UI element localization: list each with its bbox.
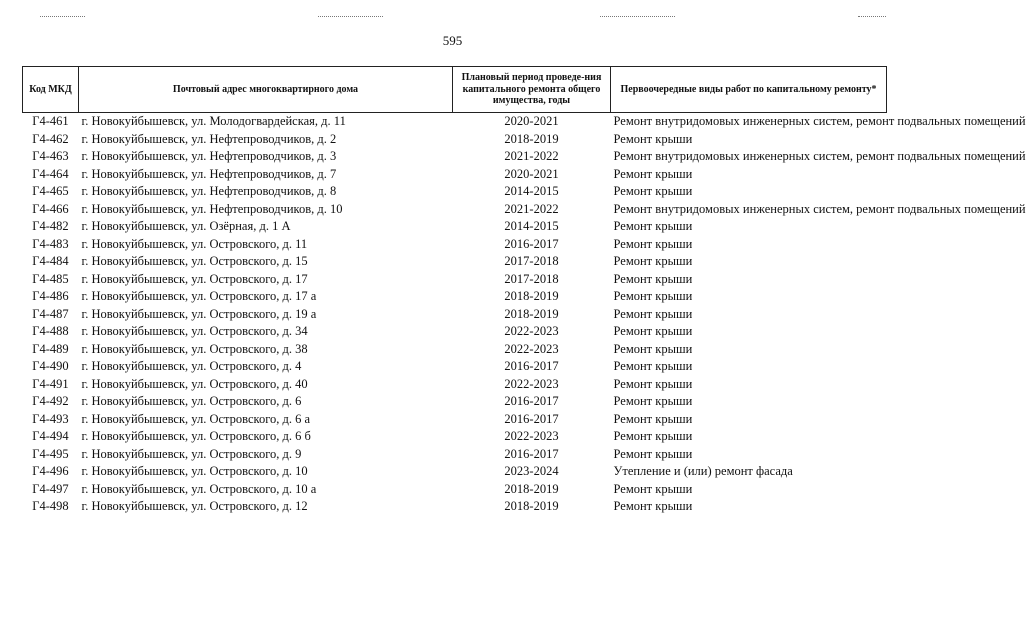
cell-planned-period: 2018-2019 bbox=[504, 289, 559, 303]
cell-postal-address: г. Новокуйбышевск, ул. Островского, д. 40 bbox=[81, 376, 308, 391]
cell-priority-works: Ремонт крыши bbox=[613, 481, 693, 496]
cell-priority-works: Ремонт крыши bbox=[613, 184, 693, 198]
cell-building-code: Г4-493 bbox=[32, 411, 69, 426]
table-row bbox=[23, 323, 887, 341]
table-row bbox=[23, 376, 887, 394]
cell-postal-address: г. Новокуйбышевск, ул. Нефтепроводчиков, д. 7 bbox=[81, 166, 337, 181]
cell-postal-address: г. Новокуйбышевск, ул. Молодогвардейская, д. 11 bbox=[81, 114, 346, 128]
table-row bbox=[23, 358, 887, 376]
cell-postal-address: г. Новокуйбышевск, ул. Островского, д. 34 bbox=[81, 324, 308, 338]
cell-building-code: Г4-482 bbox=[32, 219, 69, 233]
cell-postal-address: г. Новокуйбышевск, ул. Островского, д. 6 bbox=[81, 394, 302, 408]
cell-priority-works: Ремонт крыши bbox=[613, 324, 693, 338]
cell-postal-address: г. Новокуйбышевск, ул. Островского, д. 19 а bbox=[81, 306, 317, 321]
cell-postal-address: г. Новокуйбышевск, ул. Островского, д. 6 б bbox=[81, 429, 311, 443]
cell-planned-period: 2021-2022 bbox=[504, 201, 559, 216]
cell-priority-works: Ремонт крыши bbox=[613, 376, 693, 391]
cell-postal-address: г. Новокуйбышевск, ул. Нефтепроводчиков, д. 8 bbox=[81, 184, 337, 198]
table-row bbox=[23, 201, 887, 219]
table-row bbox=[23, 183, 887, 201]
cell-building-code: Г4-494 bbox=[32, 429, 69, 443]
cell-priority-works: Ремонт крыши bbox=[613, 166, 693, 181]
cell-planned-period: 2018-2019 bbox=[504, 306, 559, 321]
cell-building-code: Г4-488 bbox=[32, 324, 69, 338]
cell-building-code: Г4-466 bbox=[32, 201, 69, 216]
cell-postal-address: г. Новокуйбышевск, ул. Нефтепроводчиков, д. 10 bbox=[81, 201, 343, 216]
cell-postal-address: г. Новокуйбышевск, ул. Островского, д. 6 а bbox=[81, 411, 311, 426]
cell-priority-works: Ремонт крыши bbox=[613, 341, 693, 356]
cell-priority-works: Ремонт крыши bbox=[613, 271, 693, 286]
cell-priority-works: Ремонт крыши bbox=[613, 394, 693, 408]
table-row bbox=[23, 271, 887, 289]
header-building-code: Код МКД bbox=[23, 67, 79, 113]
cell-postal-address: г. Новокуйбышевск, ул. Островского, д. 11 bbox=[81, 236, 308, 251]
cell-priority-works: Ремонт крыши bbox=[613, 254, 693, 268]
table-row bbox=[23, 288, 887, 306]
scan-edge-mark bbox=[858, 16, 886, 17]
table-row bbox=[23, 148, 887, 166]
cell-priority-works: Ремонт крыши bbox=[613, 131, 693, 146]
scan-edge-mark bbox=[318, 16, 383, 17]
cell-postal-address: г. Новокуйбышевск, ул. Островского, д. 17 а bbox=[81, 289, 317, 303]
table-row bbox=[23, 218, 887, 236]
table-row bbox=[23, 463, 887, 481]
cell-planned-period: 2022-2023 bbox=[504, 341, 559, 356]
cell-planned-period: 2020-2021 bbox=[504, 166, 559, 181]
table-row bbox=[23, 236, 887, 254]
table-header-row bbox=[23, 67, 887, 113]
cell-postal-address: г. Новокуйбышевск, ул. Островского, д. 10 bbox=[81, 464, 308, 478]
cell-priority-works: Ремонт внутридомовых инженерных систем, ремонт подвальных помещений bbox=[613, 149, 1026, 163]
cell-planned-period: 2016-2017 bbox=[504, 359, 559, 373]
cell-planned-period: 2016-2017 bbox=[504, 446, 559, 461]
table-row bbox=[23, 113, 887, 131]
cell-planned-period: 2016-2017 bbox=[504, 394, 559, 408]
cell-building-code: Г4-483 bbox=[32, 236, 69, 251]
scan-edge-mark bbox=[40, 16, 85, 17]
cell-priority-works: Ремонт крыши bbox=[613, 219, 693, 233]
cell-planned-period: 2016-2017 bbox=[504, 236, 559, 251]
cell-building-code: Г4-462 bbox=[32, 131, 69, 146]
cell-planned-period: 2022-2023 bbox=[504, 429, 559, 443]
cell-building-code: Г4-464 bbox=[32, 166, 69, 181]
cell-planned-period: 2022-2023 bbox=[504, 376, 559, 391]
scan-edge-mark bbox=[600, 16, 675, 17]
table-row bbox=[23, 341, 887, 359]
cell-building-code: Г4-497 bbox=[32, 481, 69, 496]
cell-building-code: Г4-465 bbox=[32, 184, 69, 198]
cell-postal-address: г. Новокуйбышевск, ул. Островского, д. 4 bbox=[81, 359, 302, 373]
cell-priority-works: Ремонт крыши bbox=[613, 289, 693, 303]
cell-building-code: Г4-463 bbox=[32, 149, 69, 163]
cell-building-code: Г4-491 bbox=[32, 376, 69, 391]
cell-building-code: Г4-492 bbox=[32, 394, 69, 408]
cell-building-code: Г4-489 bbox=[32, 341, 69, 356]
cell-building-code: Г4-487 bbox=[32, 306, 69, 321]
cell-planned-period: 2022-2023 bbox=[504, 324, 559, 338]
cell-planned-period: 2023-2024 bbox=[504, 464, 559, 478]
cell-postal-address: г. Новокуйбышевск, ул. Островского, д. 12 bbox=[81, 499, 308, 513]
cell-priority-works: Ремонт крыши bbox=[613, 429, 693, 443]
cell-postal-address: г. Новокуйбышевск, ул. Островского, д. 38 bbox=[81, 341, 308, 356]
cell-planned-period: 2018-2019 bbox=[504, 131, 559, 146]
cell-building-code: Г4-495 bbox=[32, 446, 69, 461]
cell-postal-address: г. Новокуйбышевск, ул. Островского, д. 9 bbox=[81, 446, 302, 461]
cell-planned-period: 2017-2018 bbox=[504, 254, 559, 268]
table-row bbox=[23, 428, 887, 446]
table-row bbox=[23, 166, 887, 184]
table-row bbox=[23, 446, 887, 464]
cell-planned-period: 2017-2018 bbox=[504, 271, 559, 286]
cell-priority-works: Ремонт внутридомовых инженерных систем, ремонт подвальных помещений bbox=[613, 201, 1026, 216]
cell-priority-works: Ремонт крыши bbox=[613, 446, 693, 461]
table-body bbox=[23, 113, 1026, 516]
cell-building-code: Г4-486 bbox=[32, 289, 69, 303]
cell-planned-period: 2014-2015 bbox=[504, 184, 559, 198]
cell-planned-period: 2021-2022 bbox=[504, 149, 559, 163]
table-row bbox=[23, 306, 887, 324]
cell-postal-address: г. Новокуйбышевск, ул. Островского, д. 10 а bbox=[81, 481, 317, 496]
table-row bbox=[23, 253, 887, 271]
repair-schedule-table bbox=[22, 66, 1026, 516]
cell-planned-period: 2014-2015 bbox=[504, 219, 559, 233]
cell-planned-period: 2020-2021 bbox=[504, 114, 559, 128]
cell-building-code: Г4-490 bbox=[32, 359, 69, 373]
cell-planned-period: 2016-2017 bbox=[504, 411, 559, 426]
cell-postal-address: г. Новокуйбышевск, ул. Нефтепроводчиков, д. 3 bbox=[81, 149, 337, 163]
cell-building-code: Г4-498 bbox=[32, 499, 69, 513]
header-priority-works: Первоочередные виды работ по капитальному ремонту* bbox=[611, 67, 887, 113]
table-row bbox=[23, 393, 887, 411]
cell-planned-period: 2018-2019 bbox=[504, 499, 559, 513]
cell-priority-works: Ремонт крыши bbox=[613, 236, 693, 251]
page-number: 595 bbox=[442, 33, 463, 48]
header-planned-period: Плановый период проведе-ния капитального ремонта общего имущества, годы bbox=[453, 67, 611, 113]
cell-priority-works: Ремонт крыши bbox=[613, 359, 693, 373]
table-row bbox=[23, 411, 887, 429]
cell-building-code: Г4-485 bbox=[32, 271, 69, 286]
cell-priority-works: Ремонт крыши bbox=[613, 306, 693, 321]
cell-planned-period: 2018-2019 bbox=[504, 481, 559, 496]
cell-postal-address: г. Новокуйбышевск, ул. Озёрная, д. 1 А bbox=[81, 219, 291, 233]
cell-priority-works: Ремонт внутридомовых инженерных систем, ремонт подвальных помещений bbox=[613, 114, 1026, 128]
cell-priority-works: Ремонт крыши bbox=[613, 499, 693, 513]
cell-building-code: Г4-461 bbox=[32, 114, 69, 128]
cell-postal-address: г. Новокуйбышевск, ул. Островского, д. 15 bbox=[81, 254, 308, 268]
cell-priority-works: Утепление и (или) ремонт фасада bbox=[613, 464, 793, 478]
cell-building-code: Г4-496 bbox=[32, 464, 69, 478]
cell-postal-address: г. Новокуйбышевск, ул. Нефтепроводчиков, д. 2 bbox=[81, 131, 337, 146]
header-postal-address: Почтовый адрес многоквартирного дома bbox=[79, 67, 453, 113]
table-row bbox=[23, 481, 887, 499]
table-row bbox=[23, 131, 887, 149]
cell-building-code: Г4-484 bbox=[32, 254, 69, 268]
cell-priority-works: Ремонт крыши bbox=[613, 411, 693, 426]
table-row bbox=[23, 498, 887, 516]
cell-postal-address: г. Новокуйбышевск, ул. Островского, д. 17 bbox=[81, 271, 308, 286]
